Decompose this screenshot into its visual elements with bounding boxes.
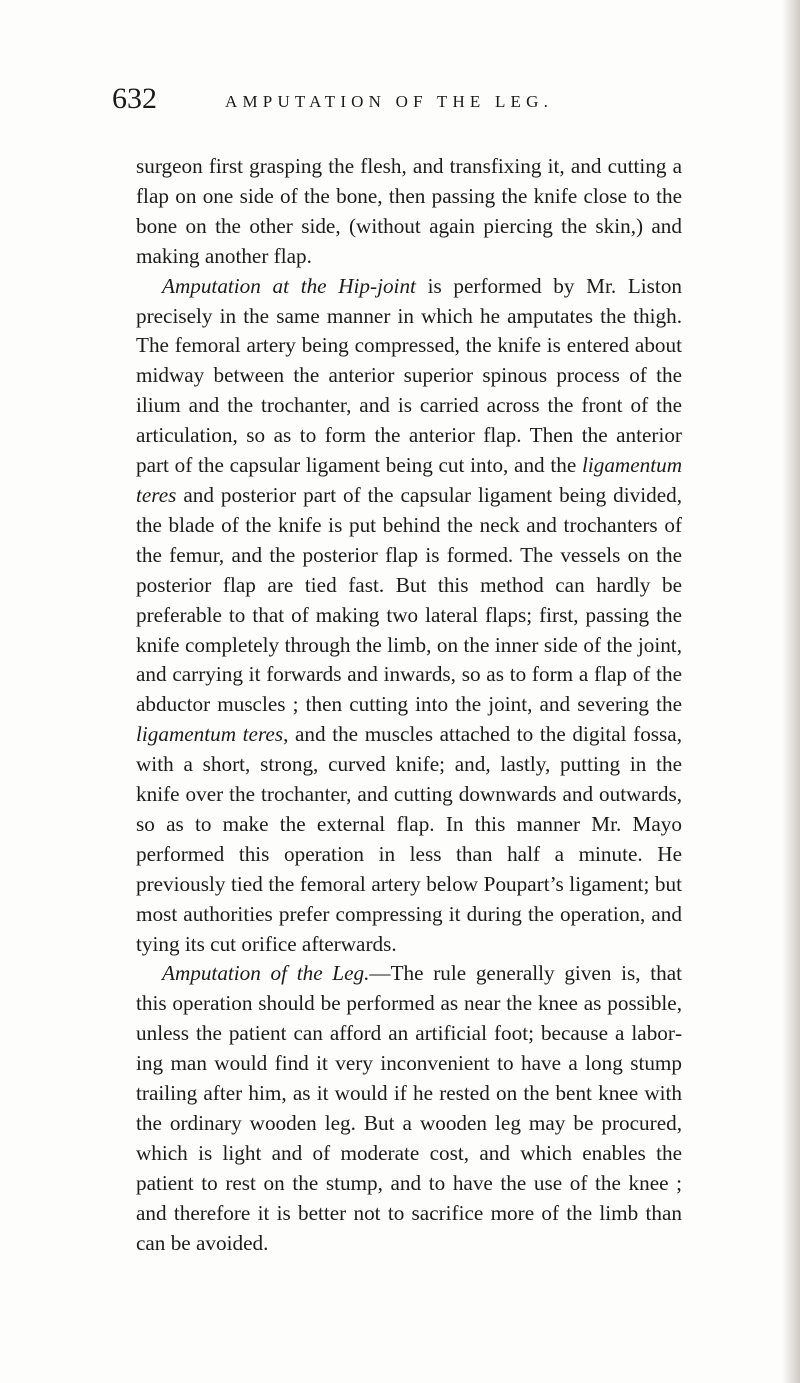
paragraph-2-text-b: and posterior part of the capsular ligament being divided, the blade of the knife is put behind the neck and trochanters of the femur, and the posterior flap is formed. The vessels on the posterior flap are tied fast. But this method can hardly be preferable to that of making two lateral flaps; first, passing the knife completely through the limb, on the inner side of the joint, and carrying it forwards and inwards, so as to form a flap of the abductor muscles ; then cutting into the joint, and severing the [136,482,682,717]
page-edge-shadow [782,0,800,1383]
paragraph-2-text-c: , and the muscles attached to the digital fossa, with a short, strong, curved knife; and, lastly, putting in the knife over the trochanter, and cutting downwards and outwards, so as to make the external flap. In this manner Mr. Mayo performed this operation in less than half a minute. He previously tied the femoral artery below Poupart’s ligament; but most authorities prefer compressing it during the operation, and tying its cut orifice afterwards. [136,722,682,956]
paragraph-2-text-a: is performed by Mr. Liston precisely in the same manner in which he amputates the thigh. The femoral artery being compressed, the knife is entered about midway between the anterior superior spinous process of the ilium and the trochanter, and is carried across the front of the articulation, so as to form the anterior flap. Then the anterior part of the capsular ligament being cut into, and the [136,273,683,478]
paragraph-3 [136,959,682,1258]
page-header [112,82,632,122]
section-heading-hip-joint: Amputation at the Hip-joint [162,273,416,298]
running-head: AMPUTATION OF THE LEG. [225,92,554,111]
page-number: 632 [112,82,157,115]
body-text [136,152,682,1259]
paragraph-3-text: —The rule generally given is, that this operation should be performed as near the knee as possible, unless the patient can afford an artificial foot; because a laboring man would find it very inconvenient to have a long stump trailing after him, as it would if he rested on the bent knee with the ordinary wooden leg. But a wooden leg may be procured, which is light and of moderate cost, and which enables the patient to rest on the stump, and to have the use of the knee ; and therefore it is better not to sacrifice more of the limb than can be avoided. [136,961,682,1255]
term-ligamentum-teres-2: ligamentum teres [136,722,284,747]
paragraph-1 [136,152,682,272]
paragraph-1-text: surgeon first grasping the flesh, and transfixing it, and cutting a flap on one side of the bone, then passing the knife close to the bone on the other side, (without again piercing the skin,) and making another flap. [136,154,682,268]
section-heading-leg: Amputation of the Leg. [162,961,370,986]
term-ligamentum-teres-1: ligamentum teres [136,453,682,507]
paragraph-2 [136,272,682,960]
